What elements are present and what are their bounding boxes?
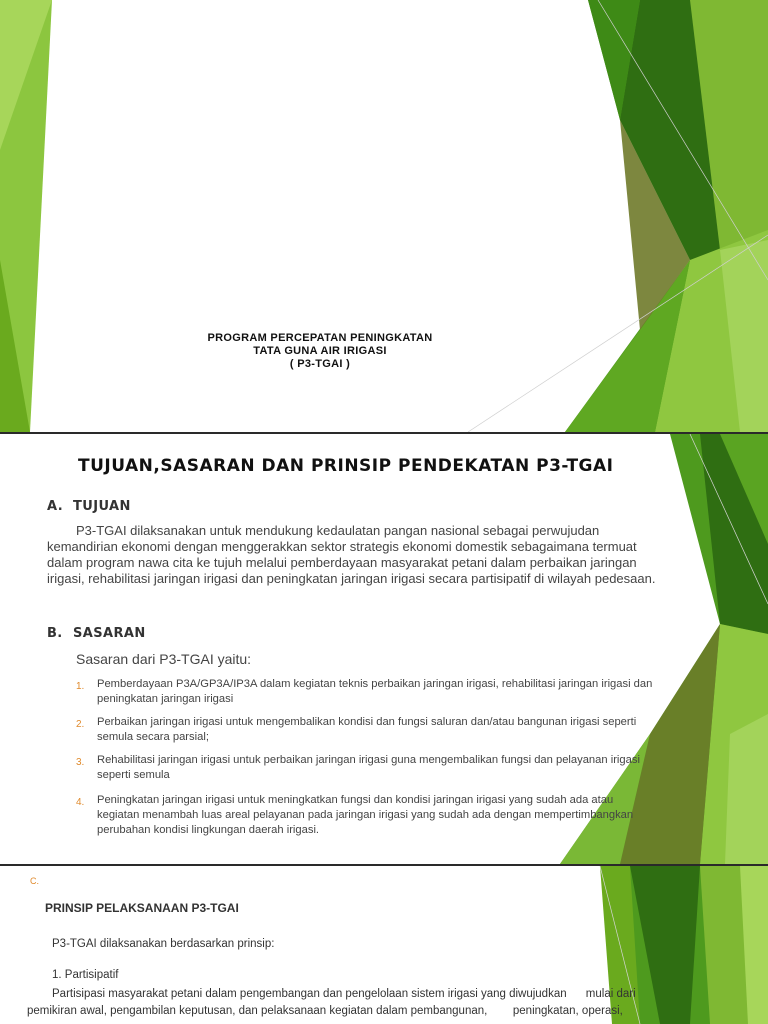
prinsip-line: Partisipasi masyarakat petani dalam pengembangan dan pengelolaan sistem irigasi yang diwujudkan mulai dari	[52, 988, 636, 1000]
section-c-label: C.	[30, 876, 39, 886]
section-b-label: B.	[47, 626, 63, 641]
list-item-line: semula secara parsial;	[97, 731, 209, 743]
section-b-title: SASARAN	[73, 626, 146, 641]
slide-title	[0, 0, 768, 432]
sasaran-intro: Sasaran dari P3-TGAI yaitu:	[76, 651, 252, 667]
title-line-3: ( P3-TGAI )	[289, 358, 351, 370]
list-number: 2.	[76, 719, 85, 730]
list-number: 3.	[76, 757, 85, 768]
list-item-line: Perbaikan jaringan irigasi untuk mengembalikan kondisi dan fungsi saluran dan/atau bangunan irigasi seperti	[97, 716, 637, 728]
slide-heading: TUJUAN,SASARAN DAN PRINSIP PENDEKATAN P3-TGAI	[78, 456, 614, 476]
tujuan-paragraph-line: irigasi, rehabilitasi jaringan irigasi dan peningkatan jaringan irigasi secara partisipatif di wilayah pedesaan.	[47, 571, 656, 586]
list-number: 4.	[76, 797, 85, 808]
section-a-label: A.	[47, 499, 64, 514]
tujuan-paragraph-line: P3-TGAI dilaksanakan untuk mendukung kedaulatan pangan nasional sebagai perwujudan	[76, 523, 600, 538]
prinsip-line: pemikiran awal, pengambilan keputusan, dan pelaksanaan kegiatan dalam pembangunan, peningkatan, operasi,	[27, 1005, 623, 1017]
section-c-title: PRINSIP PELAKSANAAN P3-TGAI	[45, 901, 239, 915]
section-a-title: TUJUAN	[73, 499, 131, 514]
list-number: 1.	[76, 681, 85, 692]
title-line-2: TATA GUNA AIR IRIGASI	[253, 345, 387, 357]
tujuan-paragraph-line: kemandirian ekonomi dengan menggerakkan sektor strategis ekonomi domestik sebagaimana termuat	[47, 539, 637, 554]
list-item-line: kegiatan menambah luas areal pelayanan pada jaringan irigasi yang sudah ada dengan mempertimbangkan	[97, 809, 634, 821]
list-item-line: Peningkatan jaringan irigasi untuk meningkatkan fungsi dan kondisi jaringan irigasi yang sudah ada atau	[97, 794, 614, 806]
slide-prinsip	[0, 866, 768, 1024]
list-item-line: seperti semula	[97, 769, 170, 781]
prinsip-intro: P3-TGAI dilaksanakan berdasarkan prinsip:	[52, 938, 275, 950]
prinsip-item-1: 1. Partisipatif	[52, 969, 119, 981]
list-item-line: peningkatan jaringan irigasi	[97, 693, 234, 705]
list-item-line: perubahan kondisi lingkungan daerah irigasi.	[97, 824, 320, 836]
list-item-line: Rehabilitasi jaringan irigasi untuk perbaikan jaringan irigasi guna mengembalikan fungsi dan pelayanan irigasi	[97, 754, 640, 766]
slide-tujuan-sasaran	[0, 434, 768, 864]
tujuan-paragraph-line: dalam program nawa cita ke tujuh melalui pemberdayaan masyarakat petani dalam perbaikan jaringan	[47, 555, 637, 570]
list-item-line: Pemberdayaan P3A/GP3A/IP3A dalam kegiatan teknis perbaikan jaringan irigasi, rehabilitasi jaringan irigasi dan	[97, 678, 653, 690]
title-line-1: PROGRAM PERCEPATAN PENINGKATAN	[207, 332, 433, 344]
